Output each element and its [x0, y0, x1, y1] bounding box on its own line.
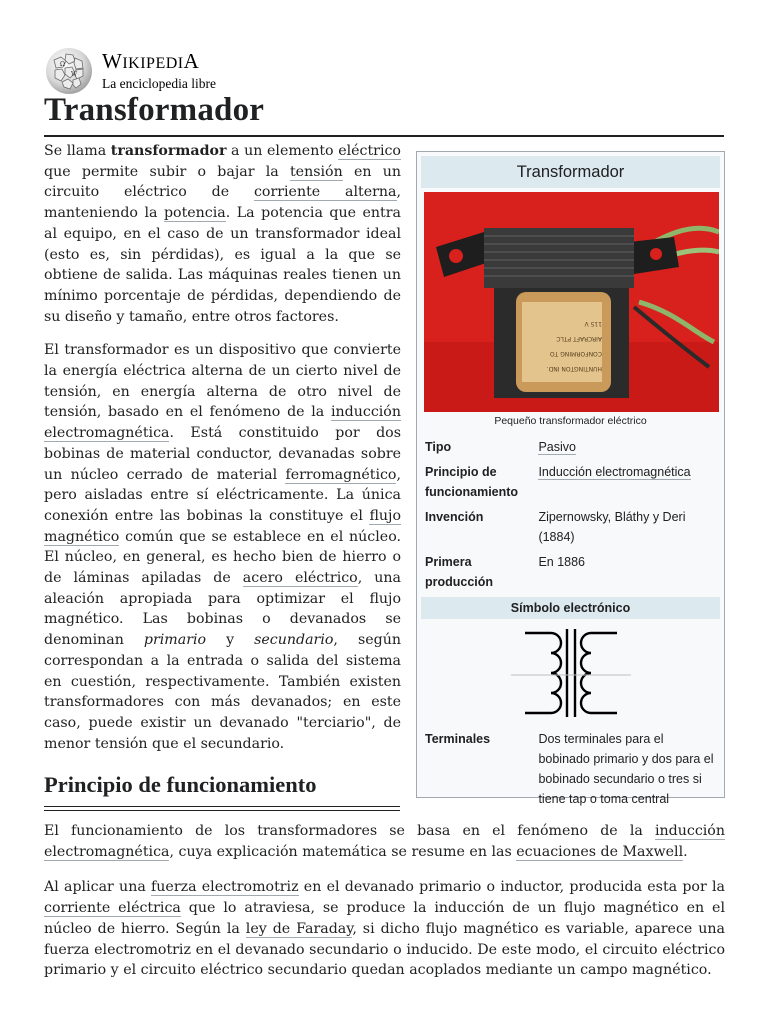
section-heading: Principio de funcionamiento — [44, 772, 317, 797]
page-title: Transformador — [44, 92, 724, 137]
bold-term: transformador — [110, 143, 227, 159]
text-run: , pero aisladas entre sí eléctricamente. La única conexión entre las bobinas la constituye el — [44, 466, 401, 524]
infobox-title: Transformador — [421, 156, 720, 188]
text-run: que lo atraviesa, se produce la inducción de un flujo magnético en el núcleo de hierro. Según la — [44, 900, 725, 937]
text-run: , cuya explicación matemática se resume en las — [169, 843, 517, 860]
italic-term: primario — [143, 632, 207, 649]
site-header[interactable] — [44, 46, 216, 96]
infobox-row-primera-produccion — [417, 552, 724, 592]
text-run: El transformador es un dispositivo que convierte la energía eléctrica alterna de un cierto nivel de tensión, en energía alterna de otro nivel de tensión, basado en el fenómeno de la — [44, 342, 401, 421]
svg-text:AIRCRAFT PTLC: AIRCRAFT PTLC — [556, 335, 602, 342]
inline-link[interactable]: corriente alterna — [253, 184, 397, 201]
section-paragraph-1 — [44, 821, 725, 862]
inline-link[interactable]: ferromagnético — [285, 466, 397, 483]
infobox-value — [538, 462, 716, 502]
text-run: común que se establece en el núcleo. El núcleo, en general, es hecho bien de hierro o de láminas apiladas de — [44, 528, 401, 587]
infobox-value: En 1886 — [538, 555, 586, 569]
infobox-row-tipo — [417, 437, 724, 457]
infobox-row-invencion — [417, 507, 724, 547]
wordmark — [102, 51, 216, 91]
site-tagline: La enciclopedia libre — [102, 76, 216, 92]
text-run: en un circuito eléctrico de — [44, 163, 401, 201]
text-run: , una aleación apropiada para optimizar el flujo magnético. Las bobinas o devanados se denominan — [44, 570, 401, 649]
inline-link[interactable]: potencia — [163, 205, 226, 222]
text-run: , según correspondan a la entrada o salida del sistema en cuestión, respectivamente. También existen transformadores con más devanados; en este caso, puede existir un devanado "terciario", de menor tensión que el secundario. — [44, 632, 401, 752]
infobox-symbol-header: Símbolo electrónico — [421, 597, 720, 619]
section-heading-rule — [44, 806, 400, 811]
inline-link[interactable]: acero eléctrico — [242, 570, 358, 587]
text-run: Al aplicar una — [44, 879, 152, 896]
italic-term: secundario — [254, 632, 334, 649]
inline-link[interactable]: corriente eléctrica — [44, 900, 181, 917]
text-run: . Está constituido por dos bobinas de material conductor, devanadas sobre un núcleo cerrado de material — [44, 425, 401, 483]
svg-text:115 V: 115 V — [584, 320, 602, 327]
text-run: en el devanado primario o inductor, producida esta por la — [298, 879, 725, 896]
inline-link[interactable]: inducción electromagnética — [44, 404, 401, 442]
lead-paragraph-1 — [44, 141, 401, 327]
transformer-photo[interactable] — [424, 192, 719, 412]
inline-link[interactable]: ley de Faraday — [245, 920, 353, 937]
site-name: WIKIPEDIA — [102, 49, 200, 74]
text-run: . La potencia que entra al equipo, en el caso de un transformador ideal (esto es, sin pérdidas), es igual a la que se obtiene de salida. Las máquinas reales tienen un mínimo porcentaje de pérdidas, dependiendo de su diseño y tamaño, entre otros factores. — [44, 205, 401, 325]
text-run: Se llama — [44, 143, 111, 159]
text-run: , manteniendo la — [44, 184, 402, 222]
infobox-value — [538, 437, 716, 457]
text-run: El funcionamiento de los transformadores se basa en el fenómeno de la — [44, 823, 655, 839]
text-run: , si dicho flujo magnético es variable, aparece una fuerza electromotriz en el devanado secundario o inducido. De este modo, el circuito eléctrico primario y el circuito eléctrico secundario quedan acoplados mediante un campo magnético. — [44, 920, 725, 979]
lead-section — [44, 141, 401, 767]
section-body — [44, 821, 725, 996]
section-paragraph-2 — [44, 877, 725, 981]
infobox-value: Dos terminales para el bobinado primario y dos para el bobinado secundario o tres si tiene tap o toma central — [538, 732, 714, 806]
infobox-key: Primera producción — [425, 555, 494, 589]
infobox-key: Invención — [425, 510, 484, 524]
svg-text:HUNTINGTON IND.: HUNTINGTON IND. — [546, 365, 602, 372]
svg-text:W: W — [71, 71, 78, 78]
text-run: . — [683, 843, 688, 860]
infobox-row-terminales — [417, 729, 724, 809]
svg-text:Ω: Ω — [60, 61, 65, 68]
infobox-value: Zipernowsky, Bláthy y Deri (1884) — [538, 510, 686, 544]
inline-link[interactable]: ecuaciones de Maxwell — [516, 843, 684, 860]
lead-paragraph-2 — [44, 340, 401, 754]
inline-link[interactable]: flujo magnético — [44, 507, 401, 545]
transformer-symbol-icon[interactable] — [511, 625, 631, 721]
svg-text:CONFORMING TO: CONFORMING TO — [549, 350, 602, 357]
inline-link[interactable]: inducción electromagnética — [44, 823, 725, 860]
inline-link[interactable]: tensión — [289, 163, 343, 180]
infobox-key: Principio de funcionamiento — [425, 465, 519, 499]
text-run: a un elemento — [226, 143, 339, 159]
wikipedia-globe-icon[interactable] — [44, 46, 94, 96]
infobox — [416, 151, 725, 806]
infobox-link-pasivo[interactable]: Pasivo — [538, 440, 576, 454]
infobox-caption: Pequeño transformador eléctrico — [494, 415, 647, 427]
inline-link[interactable]: fuerza electromotriz — [151, 879, 299, 896]
infobox-key: Tipo — [425, 440, 452, 454]
infobox-link-induccion[interactable]: Inducción electromagnética — [538, 465, 691, 479]
infobox-row-principio — [417, 462, 724, 502]
text-run: y — [206, 632, 255, 649]
text-run: que permite subir o bajar la — [44, 163, 290, 180]
inline-link[interactable]: eléctrico — [338, 143, 401, 159]
infobox-key: Terminales — [425, 732, 491, 746]
